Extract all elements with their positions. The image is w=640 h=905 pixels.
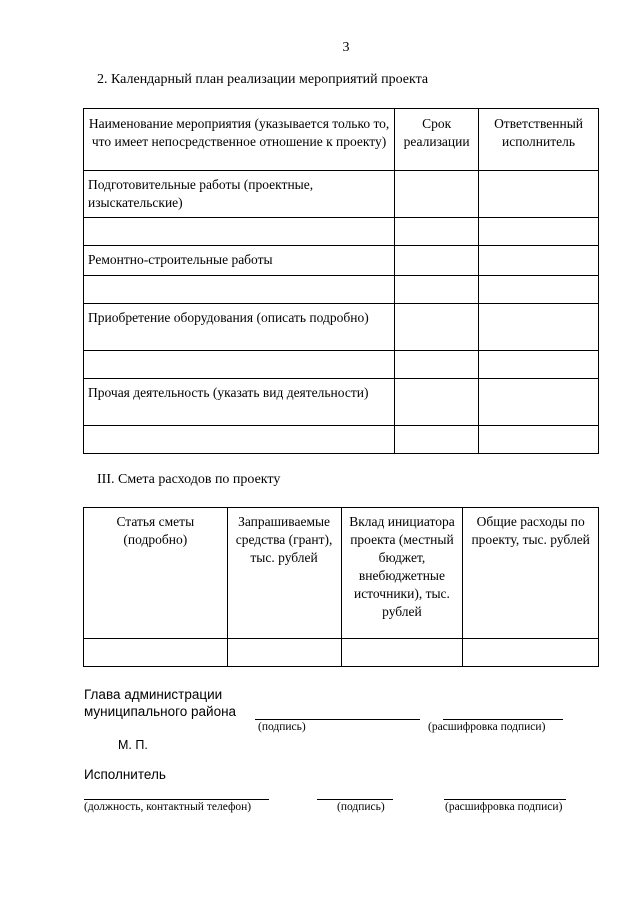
term-cell[interactable] xyxy=(395,351,479,379)
term-cell[interactable] xyxy=(395,304,479,351)
executor-decode-caption: (расшифровка подписи) xyxy=(445,801,563,813)
column-header-activity: Наименование мероприятия (указывается только то, что имеет непосредственное отношение к проекту) xyxy=(84,109,395,171)
table-row xyxy=(84,639,599,667)
term-cell[interactable] xyxy=(395,426,479,454)
responsible-cell[interactable] xyxy=(479,379,599,426)
calendar-plan-header-row xyxy=(84,109,599,171)
executor-signature-caption: (подпись) xyxy=(337,801,385,813)
activity-cell[interactable] xyxy=(84,351,395,379)
page-number: 3 xyxy=(342,40,350,55)
budget-table xyxy=(83,507,599,667)
activity-cell[interactable] xyxy=(84,218,395,246)
budget-item-cell[interactable] xyxy=(84,639,228,667)
executor-position-line[interactable] xyxy=(84,799,269,800)
requested-funds-cell[interactable] xyxy=(227,639,341,667)
term-cell[interactable] xyxy=(395,246,479,276)
table-row xyxy=(84,218,599,246)
activity-cell[interactable] xyxy=(84,426,395,454)
table-row xyxy=(84,304,599,351)
executor-label: Исполнитель xyxy=(84,767,166,782)
head-signature-caption: (подпись) xyxy=(258,721,306,733)
responsible-cell[interactable] xyxy=(479,426,599,454)
head-title-line1: Глава администрации xyxy=(84,687,223,702)
responsible-cell[interactable] xyxy=(479,276,599,304)
term-cell[interactable] xyxy=(395,276,479,304)
column-header-total-expenses: Общие расходы по проекту, тыс. рублей xyxy=(463,508,599,639)
head-signature-decode-line[interactable] xyxy=(443,719,563,720)
calendar-plan-table xyxy=(83,108,599,454)
column-header-initiator-contribution: Вклад инициатора проекта (местный бюджет, внебюджетные источники), тыс. рублей xyxy=(341,508,463,639)
column-header-requested-funds: Запрашиваемые средства (грант), тыс. рублей xyxy=(227,508,341,639)
head-title-line2: муниципального района xyxy=(84,704,237,719)
responsible-cell[interactable] xyxy=(479,218,599,246)
head-signature-line[interactable] xyxy=(255,719,420,720)
initiator-contribution-cell[interactable] xyxy=(341,639,463,667)
executor-signature-line[interactable] xyxy=(317,799,393,800)
term-cell[interactable] xyxy=(395,218,479,246)
section-3-title: III. Смета расходов по проекту xyxy=(97,472,281,487)
activity-cell: Прочая деятельность (указать вид деятельности) xyxy=(84,379,395,426)
activity-cell: Приобретение оборудования (описать подробно) xyxy=(84,304,395,351)
total-expenses-cell[interactable] xyxy=(463,639,599,667)
activity-cell: Подготовительные работы (проектные, изыскательские) xyxy=(84,171,395,218)
head-decode-caption: (расшифровка подписи) xyxy=(428,721,546,733)
executor-decode-line[interactable] xyxy=(444,799,566,800)
column-header-responsible: Ответственный исполнитель xyxy=(479,109,599,171)
term-cell[interactable] xyxy=(395,171,479,218)
table-row xyxy=(84,426,599,454)
responsible-cell[interactable] xyxy=(479,351,599,379)
term-cell[interactable] xyxy=(395,379,479,426)
table-row xyxy=(84,246,599,276)
table-row xyxy=(84,171,599,218)
table-row xyxy=(84,351,599,379)
activity-cell[interactable] xyxy=(84,276,395,304)
responsible-cell[interactable] xyxy=(479,171,599,218)
responsible-cell[interactable] xyxy=(479,304,599,351)
column-header-term: Срок реализации xyxy=(395,109,479,171)
activity-cell: Ремонтно-строительные работы xyxy=(84,246,395,276)
executor-position-caption: (должность, контактный телефон) xyxy=(84,801,252,813)
responsible-cell[interactable] xyxy=(479,246,599,276)
column-header-budget-item: Статья сметы (подробно) xyxy=(84,508,228,639)
seal-label: М. П. xyxy=(118,738,148,752)
section-2-title: 2. Календарный план реализации мероприятий проекта xyxy=(97,72,429,87)
budget-header-row xyxy=(84,508,599,639)
table-row xyxy=(84,379,599,426)
table-row xyxy=(84,276,599,304)
